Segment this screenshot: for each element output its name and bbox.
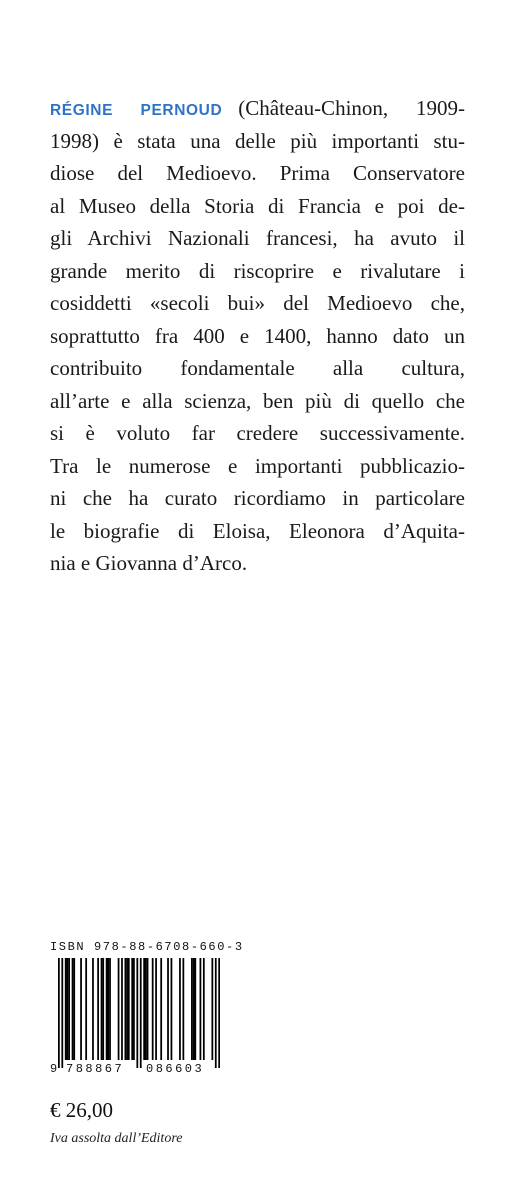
barcode-bar (92, 958, 94, 1060)
vat-note: Iva assolta dall’Editore (50, 1131, 183, 1146)
barcode-bar (191, 958, 193, 1060)
barcode-bar (203, 958, 205, 1060)
barcode-bar (131, 958, 133, 1060)
barcode-bar (133, 958, 135, 1060)
author-biography (50, 92, 465, 580)
barcode-bar (155, 958, 157, 1060)
price: € 26,00 (50, 1098, 113, 1122)
barcode-bar (102, 958, 104, 1060)
barcode-bar (147, 958, 149, 1060)
barcode-bar (182, 958, 184, 1060)
bio-line: gli Archivi Nazionali francesi, ha avuto il (50, 226, 465, 250)
barcode-right-digits: 086603 (146, 1062, 205, 1076)
bio-line: grande merito di riscoprire e rivalutare i (50, 258, 465, 283)
bio-line: nia e Giovanna d’Arco. (50, 551, 248, 575)
bio-line: le biografie di Eloisa, Eleonora d’Aquita- (50, 518, 465, 543)
barcode-first-digit: 9 (50, 1062, 58, 1076)
bio-line: si è voluto far credere successivamente. (50, 421, 465, 445)
barcode-bar (194, 958, 196, 1060)
barcode (58, 958, 220, 1068)
barcode-bar (160, 958, 162, 1060)
barcode-bar (72, 958, 74, 1060)
bio-line-text: (Château-Chinon, 1909- (238, 96, 466, 120)
barcode-bar (106, 958, 108, 1060)
isbn-label: ISBN 978-88-6708-660-3 (50, 940, 244, 954)
barcode-bar (125, 958, 127, 1060)
barcode-bar (109, 958, 111, 1060)
barcode-bar (73, 958, 75, 1060)
bio-line (50, 92, 465, 125)
bio-line: ni che ha curato ricordiamo in particolare (50, 486, 465, 510)
barcode-bar (211, 958, 213, 1060)
barcode-bar (85, 958, 87, 1060)
barcode-bar (193, 958, 195, 1060)
barcode-bar (107, 958, 109, 1060)
barcode-bar (126, 958, 128, 1060)
barcode-bar (215, 958, 217, 1068)
barcode-bar (167, 958, 169, 1060)
barcode-bar (58, 958, 60, 1068)
bio-line: Tra le numerose e importanti pubblicazio- (50, 453, 465, 478)
barcode-bar (143, 958, 145, 1060)
barcode-bar (128, 958, 130, 1060)
bio-line: diose del Medioevo. Prima Conservatore (50, 161, 465, 185)
bio-line: contribuito fondamentale alla cultura, (50, 356, 465, 380)
barcode-left-digits: 788867 (66, 1062, 125, 1076)
barcode-bar (179, 958, 181, 1060)
barcode-bar (118, 958, 120, 1060)
barcode-bar (200, 958, 202, 1060)
barcode-bar (218, 958, 220, 1068)
barcode-bar (121, 958, 123, 1060)
bio-line: cosiddetti «secoli bui» del Medioevo che, (50, 291, 465, 315)
barcode-bar (171, 958, 173, 1060)
barcode-bar (145, 958, 147, 1060)
author-name: RÉGINE PERNOUD (50, 102, 223, 119)
bio-line: all’arte e alla scienza, ben più di quello che (50, 388, 465, 413)
barcode-bar (97, 958, 99, 1060)
barcode-bar (61, 958, 63, 1068)
barcode-bar (67, 958, 69, 1060)
barcode-bar (68, 958, 70, 1060)
bio-line: 1998) è stata una delle più importanti stu- (50, 128, 465, 153)
barcode-bar (136, 958, 138, 1068)
barcode-digits (50, 1062, 230, 1080)
barcode-bar (65, 958, 67, 1060)
barcode-bar (80, 958, 82, 1060)
bio-line: soprattutto fra 400 e 1400, hanno dato un (50, 323, 465, 348)
barcode-bar (152, 958, 154, 1060)
barcode-bar (140, 958, 142, 1068)
barcode-bar (101, 958, 103, 1060)
bio-line: al Museo della Storia di Francia e poi de- (50, 193, 465, 218)
